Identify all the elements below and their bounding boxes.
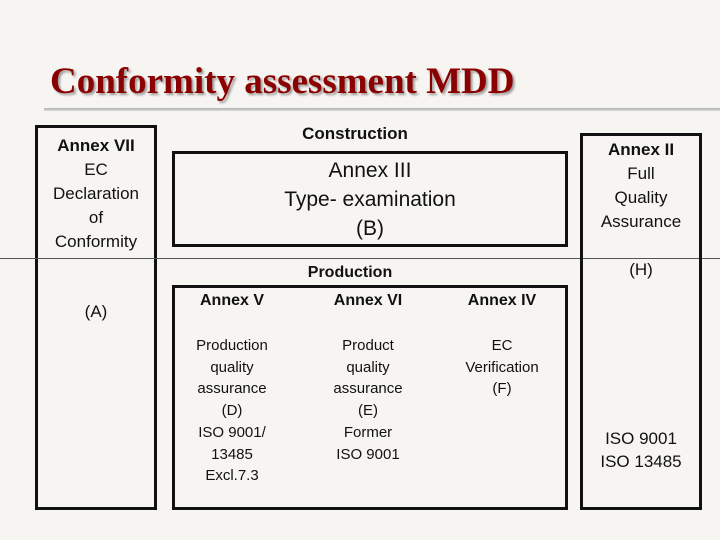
- annex-iv-header: Annex IV: [467, 292, 537, 309]
- annex-vi-line: (E): [358, 402, 378, 420]
- annex-vi-line: quality: [346, 358, 390, 376]
- annex-ii-line: Assurance: [600, 212, 682, 231]
- title-underline: [44, 108, 720, 111]
- annex-v-line: Production: [196, 337, 268, 354]
- annex-iv-line: (F): [492, 380, 512, 398]
- annex-vii-line: Declaration: [53, 184, 139, 203]
- annex-vii-label: [40, 134, 152, 254]
- annex-iii-line: (B): [356, 217, 384, 240]
- annex-ii-label: [585, 138, 697, 234]
- annex-vi-body: [312, 335, 424, 465]
- annex-v-line: 13485: [211, 445, 253, 463]
- annex-vii-line: EC: [84, 160, 108, 179]
- annex-vi-line: Former: [343, 423, 393, 441]
- annex-v-line: Excl.7.3: [205, 467, 259, 485]
- annex-ii-line: Quality: [614, 188, 668, 207]
- annex-ii-line: Annex II: [607, 140, 675, 159]
- annex-vii-line: of: [88, 208, 104, 227]
- annex-ii-line: Full: [627, 164, 655, 183]
- annex-v-body: [176, 335, 288, 487]
- annex-ii-letter: (H): [629, 260, 653, 279]
- annex-v-line: (D): [221, 402, 243, 420]
- construction-label: Construction: [302, 124, 408, 143]
- annex-vi-line: assurance: [333, 380, 403, 398]
- annex-v-header: Annex V: [199, 292, 264, 309]
- annex-ii-iso-line: ISO 13485: [600, 452, 682, 471]
- annex-v-line: quality: [210, 358, 254, 376]
- annex-iii-line: Type- examination: [284, 188, 456, 211]
- annex-vi-line: Product: [342, 337, 394, 354]
- annex-vi-line: ISO 9001: [336, 445, 400, 463]
- annex-ii-iso: [585, 427, 697, 473]
- annex-vii-line: Conformity: [54, 232, 138, 251]
- annex-v-line: assurance: [197, 380, 267, 398]
- annex-iv-line: EC: [491, 337, 513, 354]
- annex-iii-line: Annex III: [328, 159, 412, 182]
- annex-iv-body: [446, 335, 558, 400]
- production-label: Production: [307, 264, 393, 281]
- annex-ii-iso-line: ISO 9001: [605, 429, 677, 448]
- annex-iv-line: Verification: [465, 358, 539, 376]
- annex-vii-line: Annex VII: [57, 136, 135, 155]
- page-title: Conformity assessment MDD: [50, 61, 515, 102]
- annex-vi-header: Annex VI: [333, 292, 403, 309]
- annex-v-line: ISO 9001/: [198, 423, 266, 441]
- annex-iii-label: [172, 156, 568, 243]
- annex-vii-letter: (A): [84, 302, 108, 321]
